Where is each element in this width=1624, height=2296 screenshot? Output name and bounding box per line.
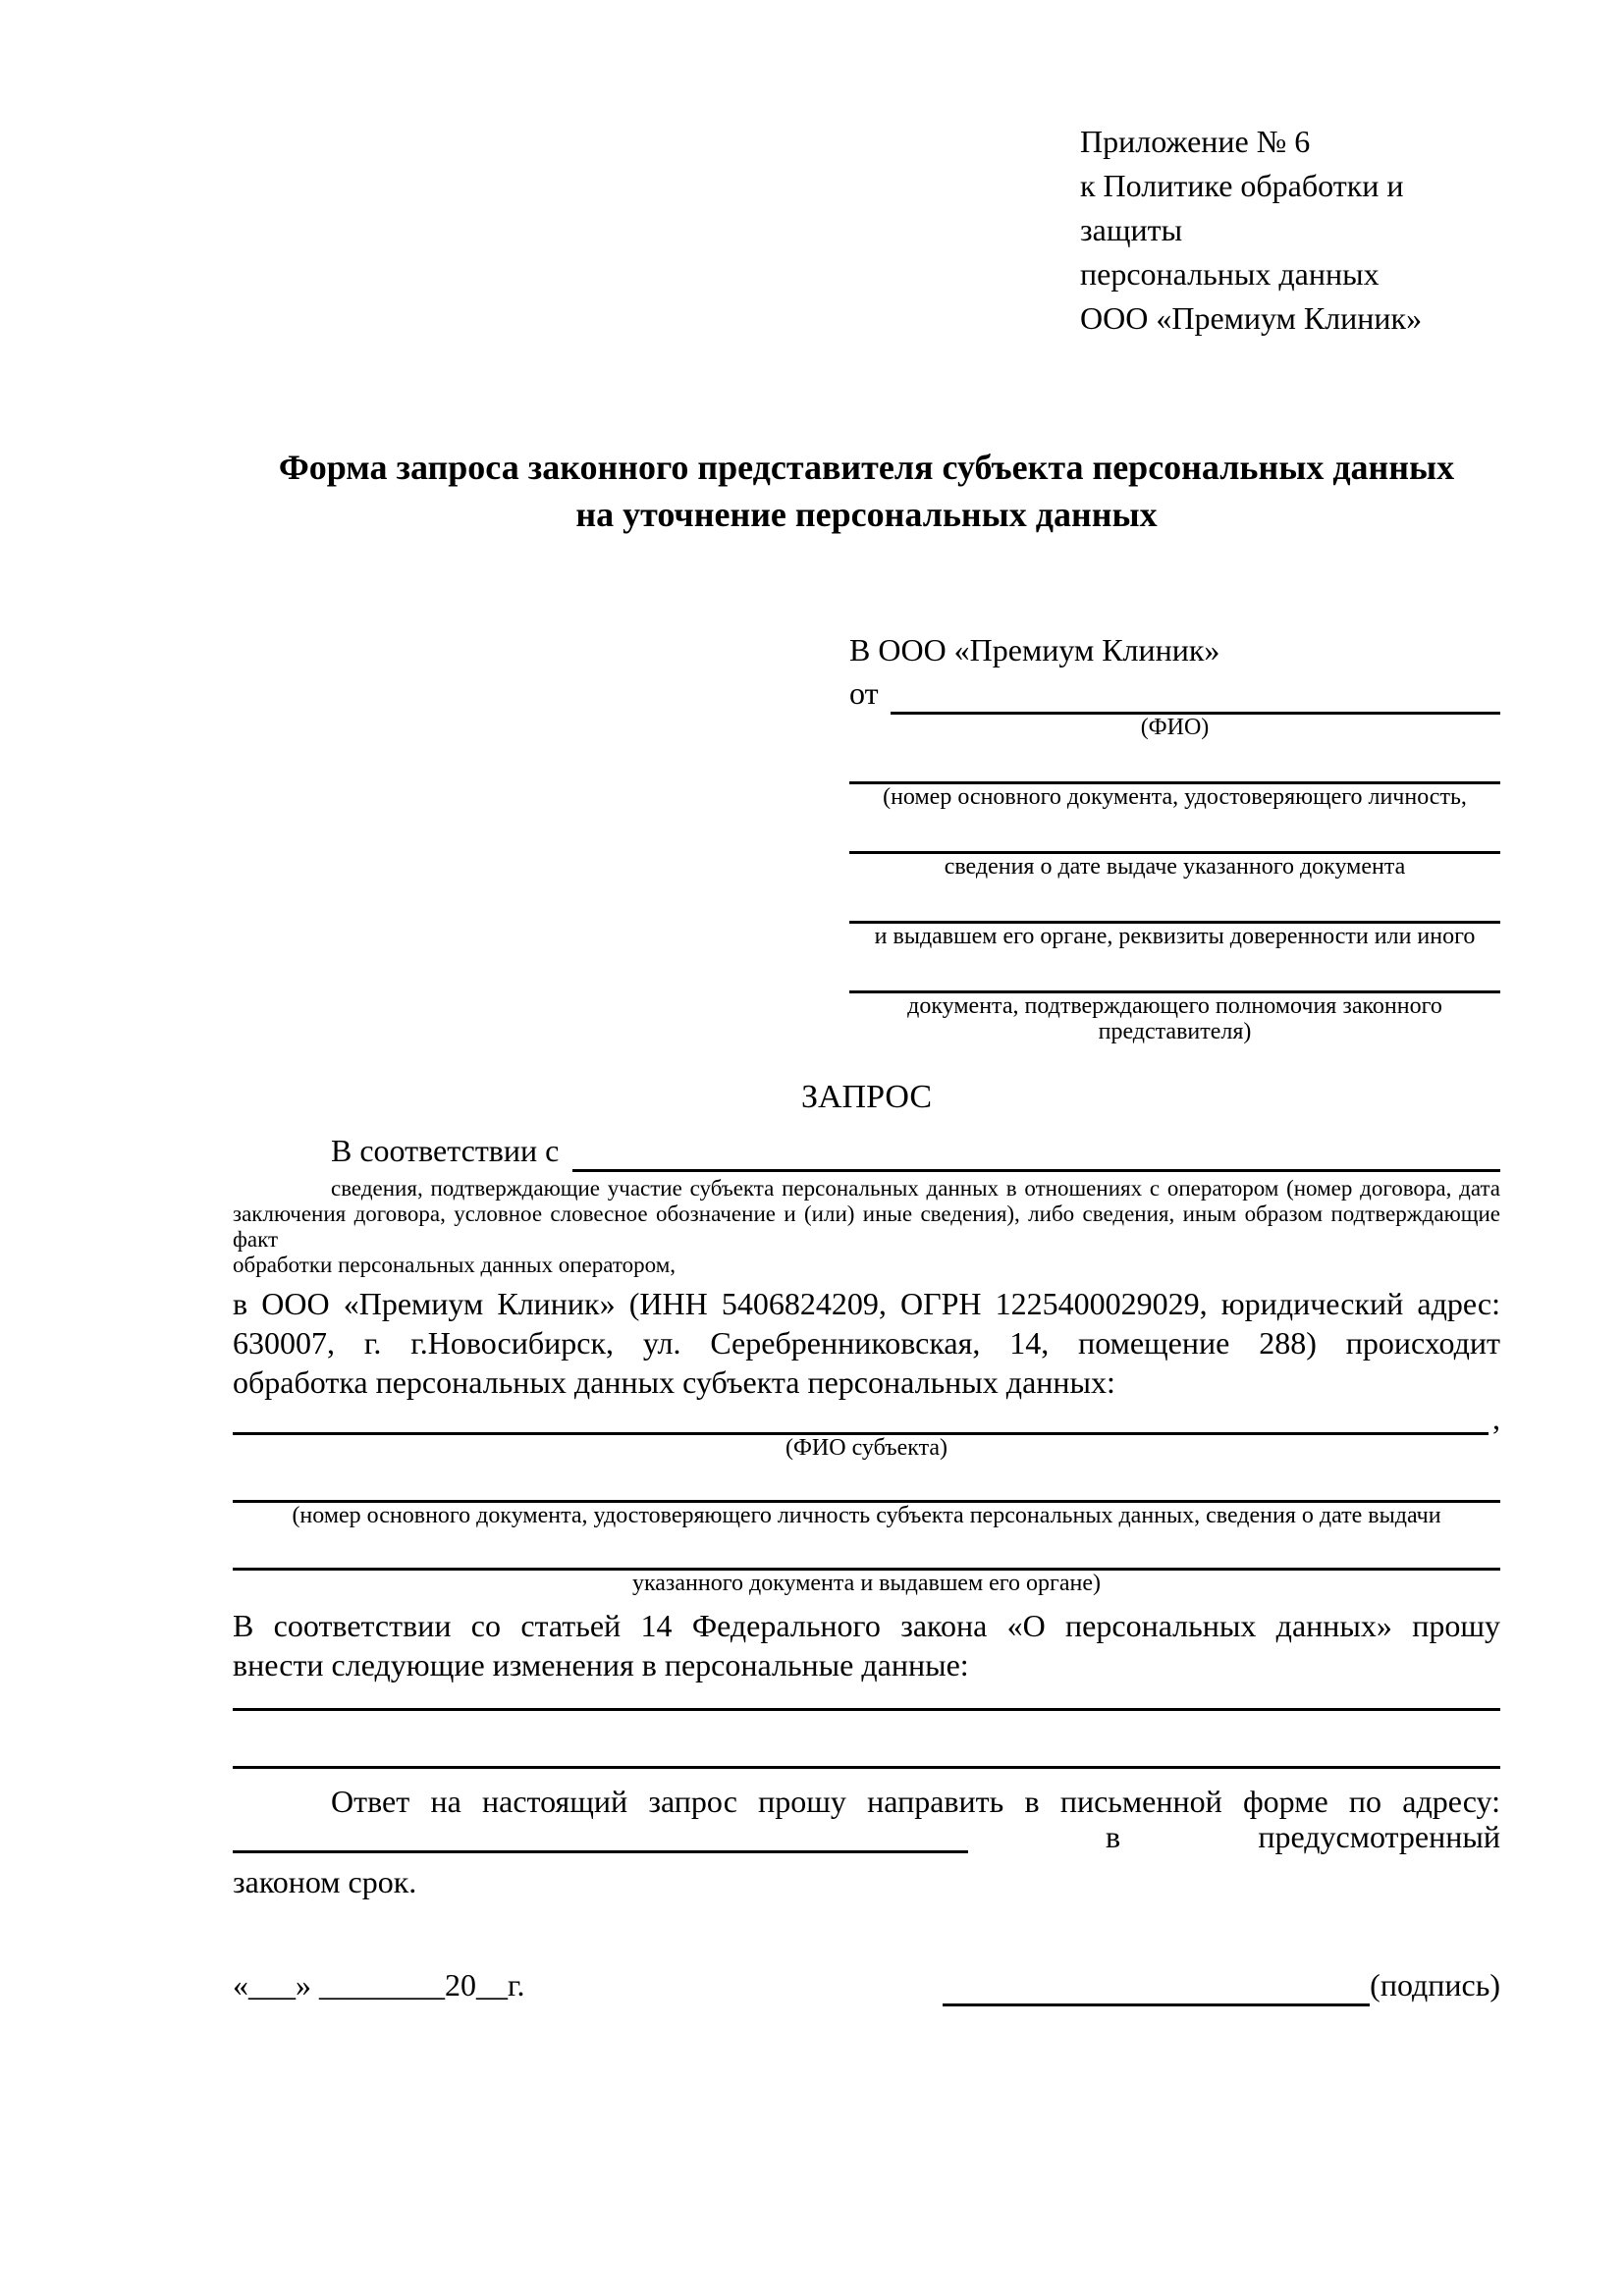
reply-word: предусмотренный bbox=[1258, 1819, 1500, 1854]
article-paragraph-line: внести следующие изменения в персональные данные: bbox=[233, 1647, 969, 1682]
request-heading: ЗАПРОС bbox=[800, 1079, 933, 1115]
doc-number-blank-line bbox=[849, 740, 1500, 784]
page-title bbox=[233, 444, 1500, 538]
appendix-line: ООО «Премиум Клиник» bbox=[1080, 300, 1423, 336]
subject-doc-number-blank-line bbox=[233, 1461, 1500, 1503]
addressee-field bbox=[849, 949, 1500, 1044]
operator-paragraph-line: 630007, г. г.Новосибирск, ул. Серебренниковская, 14, помещение 288) происходит bbox=[233, 1325, 1500, 1361]
article-paragraph-line: В соответствии со статьей 14 Федерального закона «О персональных данных» прошу bbox=[233, 1608, 1500, 1643]
page-title-line: Форма запроса законного представителя субъекта персональных данных bbox=[278, 448, 1455, 487]
reply-paragraph bbox=[233, 1779, 1500, 1906]
appendix-line: персональных данных bbox=[1080, 256, 1380, 292]
reply-paragraph-line: Ответ на настоящий запрос прошу направить в письменной форме по адресу: bbox=[331, 1784, 1500, 1819]
basis-footnote bbox=[233, 1176, 1500, 1278]
appendix-block bbox=[1080, 120, 1500, 341]
addressee-organization: В ООО «Премиум Клиник» bbox=[849, 632, 1220, 667]
footnote-line: сведения, подтверждающие участие субъекта персональных данных в отношениях с оператором (номер договора, дата bbox=[331, 1176, 1500, 1201]
operator-paragraph-line: обработка персональных данных субъекта персональных данных: bbox=[233, 1364, 1115, 1400]
issue-date-blank-line bbox=[849, 810, 1500, 854]
issuing-authority-caption: и выдавшем его органе, реквизиты доверенности или иного bbox=[874, 924, 1476, 949]
date-blank: «___» ________20__г. bbox=[233, 1967, 525, 2002]
changes-blank-line-2 bbox=[233, 1711, 1500, 1769]
subject-doc-issue-blank-line bbox=[233, 1528, 1500, 1571]
reply-address-row bbox=[233, 1819, 1500, 1854]
signature-row bbox=[233, 1963, 1500, 2006]
addressee-field bbox=[849, 740, 1500, 810]
subject-fields bbox=[233, 1402, 1500, 1596]
intro-label: В соответствии с bbox=[331, 1133, 560, 1168]
addressee-block bbox=[849, 628, 1500, 1044]
changes-blank-line-1 bbox=[233, 1684, 1500, 1711]
signature-caption: (подпись) bbox=[1370, 1967, 1500, 2002]
subject-doc-issue-caption: указанного документа и выдавшем его органе) bbox=[631, 1571, 1102, 1596]
addressee-field bbox=[849, 810, 1500, 880]
subject-fio-row bbox=[233, 1402, 1500, 1435]
subject-doc-number-caption: (номер основного документа, удостоверяющего личность субъекта персональных данных, сведения о дате выдачи bbox=[292, 1503, 1441, 1528]
trailing-comma: , bbox=[1492, 1401, 1500, 1436]
footnote-line: обработки персональных данных оператором, bbox=[233, 1253, 676, 1277]
subject-fio-caption: (ФИО субъекта) bbox=[785, 1435, 948, 1461]
subject-fio-blank-line bbox=[233, 1415, 1489, 1435]
operator-paragraph bbox=[233, 1284, 1500, 1402]
page-title-line: на уточнение персональных данных bbox=[575, 495, 1158, 534]
operator-paragraph-line: в ООО «Премиум Клиник» (ИНН 5406824209, ОГРН 1225400029029, юридический адрес: bbox=[233, 1286, 1500, 1321]
doc-number-caption: (номер основного документа, удостоверяющего личность, bbox=[883, 784, 1467, 810]
reply-word: в bbox=[1105, 1819, 1121, 1854]
intro-row bbox=[233, 1129, 1500, 1172]
from-label: от bbox=[849, 675, 879, 711]
signature-blank-line bbox=[943, 2003, 1370, 2006]
addressee-field bbox=[849, 880, 1500, 949]
appendix-line: Приложение № 6 bbox=[1080, 124, 1311, 159]
subject-doc-row bbox=[233, 1461, 1500, 1503]
authority-document-caption: документа, подтверждающего полномочия законного представителя) bbox=[907, 993, 1442, 1044]
basis-blank-line bbox=[572, 1169, 1500, 1172]
subject-doc-issue-row bbox=[233, 1528, 1500, 1571]
authority-document-blank-line bbox=[849, 949, 1500, 993]
article-paragraph bbox=[233, 1606, 1500, 1684]
reply-address-blank-line bbox=[233, 1850, 968, 1853]
footnote-line: заключения договора, условное словесное обозначение и (или) иные сведения), либо сведения, иным образом подтверждающие факт bbox=[233, 1201, 1500, 1252]
issuing-authority-blank-line bbox=[849, 880, 1500, 924]
addressee-from-row bbox=[849, 671, 1500, 715]
signature-group bbox=[943, 1963, 1500, 2006]
appendix-line: к Политике обработки и защиты bbox=[1080, 168, 1404, 247]
reply-paragraph-line: законом срок. bbox=[233, 1864, 417, 1899]
issue-date-caption: сведения о дате выдаче указанного документа bbox=[944, 854, 1406, 880]
fio-caption: (ФИО) bbox=[1140, 715, 1210, 740]
